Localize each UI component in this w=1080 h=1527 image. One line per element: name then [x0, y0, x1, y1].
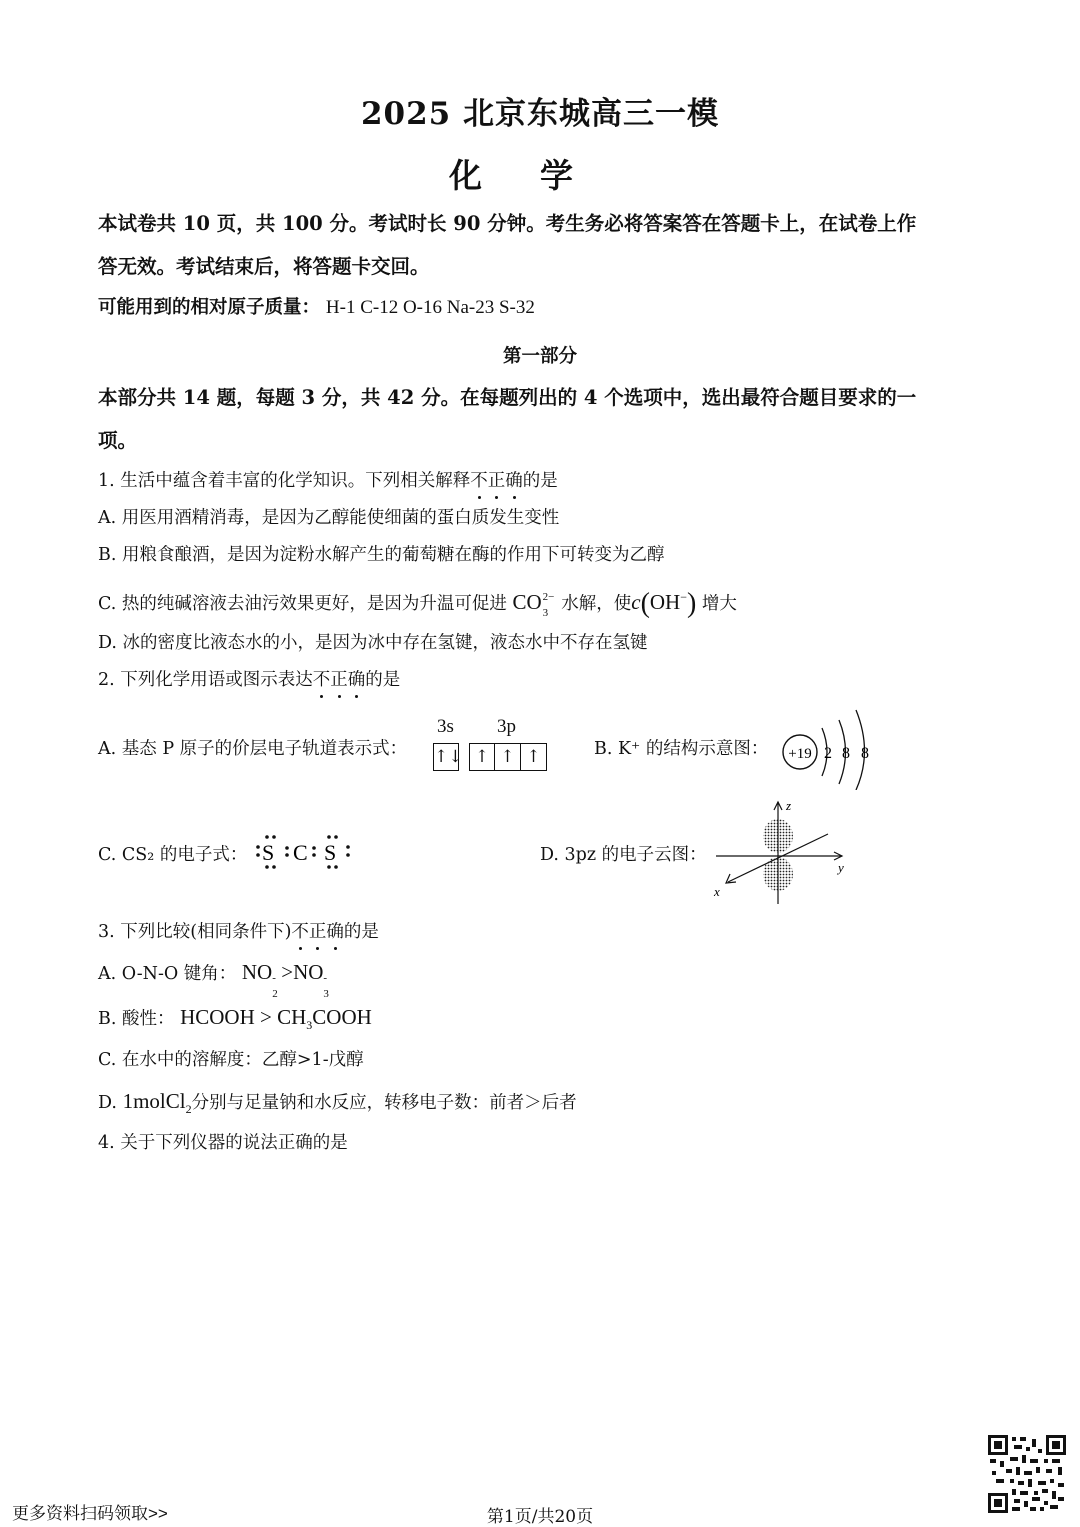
emphasis-char: 正: [487, 471, 506, 491]
concentration-c: c: [631, 590, 641, 614]
q1-emphasis: [470, 471, 523, 491]
hydroxide-formula: OH−: [649, 590, 688, 614]
atom-c: C: [293, 840, 308, 865]
emphasis-char: 确: [326, 922, 344, 942]
instructions-line-1: 本试卷共 10 页，共 100 分。考试时长 90 分钟。考生务必将答案答在答题卡上，在试卷上作: [98, 212, 917, 235]
q3-a-text: A. O-N-O 键角：: [98, 964, 237, 984]
emphasis-char: 确: [347, 670, 366, 690]
paren-open: (: [640, 588, 650, 619]
q2-option-a: A. 基态 P 原子的价层电子轨道表示式：: [98, 739, 408, 759]
footer-promo-link[interactable]: 更多资料扫码领取>>: [12, 1504, 168, 1523]
nucleus-charge: +19: [788, 746, 812, 762]
q1-c-mid: 水解，使: [561, 594, 632, 614]
3pz-electron-cloud: [710, 798, 860, 906]
shell-count-2: 8: [842, 745, 850, 762]
q1-option-c: [98, 585, 737, 619]
q3-b-text: B. 酸性：: [98, 1009, 175, 1029]
question-3-stem: [98, 920, 379, 944]
exam-instructions: [98, 202, 988, 288]
q3-option-a: [98, 960, 332, 1000]
part-desc-line-2: 项。: [98, 429, 138, 452]
part-description: [98, 376, 988, 462]
orbital-box-3p-1: ↑: [469, 743, 495, 771]
atom-s-left: S: [262, 840, 275, 865]
emphasis-char: 确: [505, 471, 523, 491]
shell-count-1: 2: [824, 745, 832, 762]
q2-option-c: C. CS₂ 的电子式：: [98, 845, 248, 865]
q2-stem-text: 2. 下列化学用语或图示表达: [98, 670, 313, 690]
carbonate-formula: CO 2− 3: [512, 590, 555, 619]
q3-d-label: D.: [98, 1093, 117, 1113]
q3-option-c: C. 在水中的溶解度：乙醇>1-戊醇: [98, 1050, 364, 1070]
exam-title: 2025 北京东城高三一模: [360, 96, 720, 132]
question-1-stem: [98, 469, 558, 493]
orbital-box-3p-2: ↑: [495, 743, 521, 771]
label-3p: 3p: [497, 716, 516, 737]
q1-stem-end: 的是: [522, 471, 558, 491]
emphasis-char: 不: [291, 922, 309, 942]
chlorine-amount: 1molCl$_2$: [122, 1089, 192, 1117]
acidity-comparison: HCOOH > $CH_3COOH$: [180, 1005, 372, 1033]
q3-stem-end: 的是: [343, 922, 379, 942]
atomic-mass-values: H-1 C-12 O-16 Na-23 S-32: [325, 297, 535, 318]
shell-count-3: 8: [861, 745, 869, 762]
cs2-electron-formula: [256, 830, 352, 872]
subject-title: 化学: [449, 156, 631, 195]
q1-option-a: A. 用医用酒精消毒，是因为乙醇能使细菌的蛋白质发生变性: [98, 508, 560, 528]
emphasis-char: 不: [470, 471, 488, 491]
orbital-3p: [469, 743, 547, 771]
k-ion-structure-diagram: [776, 706, 876, 790]
part-heading: 第一部分: [502, 346, 577, 367]
orbital-3s: [433, 743, 463, 771]
orbital-box-3p-3: ↑: [521, 743, 547, 771]
q1-c-end: 增大: [701, 594, 737, 614]
atomic-mass-line: [98, 296, 535, 320]
x-label: x: [714, 884, 720, 899]
q1-c-text: C. 热的纯碱溶液去油污效果更好，是因为升温可促进: [98, 594, 507, 614]
q1-option-b: B. 用粮食酿酒，是因为淀粉水解产生的葡萄糖在酶的作用下可转变为乙醇: [98, 545, 665, 565]
bond-angle-comparison: NO - 2 >NO - 3: [241, 960, 329, 1000]
emphasis-char: 正: [330, 670, 348, 690]
q2-option-d: D. 3pz 的电子云图：: [540, 845, 707, 865]
atomic-mass-label: 可能用到的相对原子质量：: [98, 297, 321, 318]
q1-option-d: D. 冰的密度比液态水的小，是因为冰中存在氢键，液态水中不存在氢键: [98, 633, 648, 653]
q2-stem-end: 的是: [365, 670, 401, 690]
question-4-stem: 4. 关于下列仪器的说法正确的是: [98, 1133, 348, 1153]
q3-d-text: 分别与足量钠和水反应，转移电子数：前者＞后者: [191, 1093, 577, 1113]
q2-emphasis: [313, 670, 366, 690]
q3-emphasis: [291, 922, 344, 942]
question-2-stem: [98, 668, 400, 692]
orbital-box-3s: ↑↓: [433, 743, 459, 771]
part-desc-line-1: 本部分共 14 题，每题 3 分，共 42 分。在每题列出的 4 个选项中，选出最符合题目要求的一: [98, 386, 917, 409]
z-label: z: [786, 798, 792, 813]
instructions-line-2: 答无效。考试结束后，将答题卡交回。: [98, 255, 430, 278]
emphasis-char: 不: [312, 670, 331, 690]
y-label: y: [838, 860, 844, 875]
paren-close: ): [687, 588, 697, 619]
q2-option-b: B. K⁺ 的结构示意图：: [594, 739, 769, 759]
emphasis-char: 正: [308, 922, 327, 942]
atom-s-right: S: [324, 840, 337, 865]
q1-stem-text: 1. 生活中蕴含着丰富的化学知识。下列相关解释: [98, 471, 471, 491]
q3-option-d: [98, 1089, 577, 1121]
q3-stem-text: 3. 下列比较(相同条件下): [98, 922, 292, 942]
page-number: 第1页/共20页: [486, 1507, 594, 1527]
label-3s: 3s: [437, 716, 454, 737]
q3-option-b: [98, 1005, 372, 1037]
